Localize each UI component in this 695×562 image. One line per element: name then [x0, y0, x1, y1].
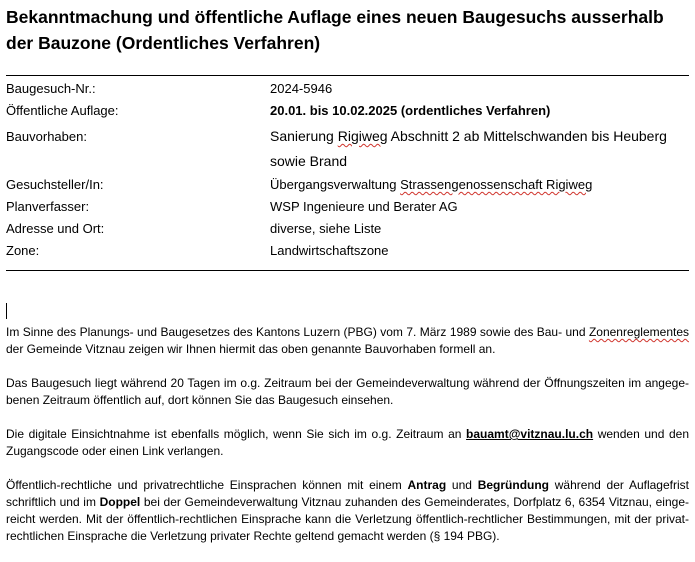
p4-antrag: Antrag — [407, 478, 447, 492]
p4-begruendung: Begründung — [477, 478, 550, 492]
p4-e: während der Auflagefrist schriftlich und im — [6, 478, 689, 509]
row-adresse — [6, 218, 689, 240]
spellcheck-mark: Strassengenossenschaft Rigiweg — [400, 177, 593, 192]
p4-doppel: Doppel — [99, 495, 141, 509]
paragraph-digital — [6, 426, 689, 460]
row-gesuchsteller — [6, 174, 689, 196]
p4-c: und — [446, 478, 478, 492]
bauvorhaben-post: Abschnitt 2 ab Mittelschwanden bis Heuberg sowie Brand — [270, 128, 667, 169]
value-baugesuch: 2024-5946 — [270, 81, 333, 96]
row-planverfasser — [6, 196, 689, 218]
details-table — [6, 75, 689, 271]
body-text — [6, 324, 689, 562]
label-gesuchsteller: Gesuchsteller/In: — [6, 177, 104, 192]
bauvorhaben-pre: Sanierung — [270, 128, 338, 144]
label-baugesuch: Baugesuch-Nr.: — [6, 81, 96, 96]
row-auflage — [6, 100, 689, 122]
paragraph-auflage: Das Baugesuch liegt während 20 Tagen im o.g. Zeitraum bei der Gemeindeverwaltung während der Öffnungszeiten im angegebenen Zeitraum öffentlich auf, dort können Sie das Baugesuch einsehen. — [6, 376, 689, 407]
row-zone — [6, 240, 689, 262]
value-adresse: diverse, siehe Liste — [270, 221, 382, 236]
p4-g: bei der Gemeindeverwaltung Vitznau zuhanden des Gemeinderates, Dorfplatz 6, 6354 Vitznau, eingereicht werden. Mit der öffentlich-rechtlichen Einsprache kann die Verletzung öffentlich-rechtlicher Bestimmungen, mit der privatrechtlichen Einsprache die Verletzung privater Rechte geltend gemacht werden (§ 194 PBG). — [6, 495, 689, 543]
p3-pre: Die digitale Einsichtnahme ist ebenfalls möglich, wenn Sie sich im o.g. Zeitraum an — [6, 427, 467, 441]
paragraph-einsprachen — [6, 477, 689, 545]
row-bauvorhaben — [6, 124, 689, 174]
p3-post: wenden und den Zugangscode oder einen Link verlangen. — [6, 427, 689, 458]
gesuchsteller-pre: Übergangsverwaltung — [270, 177, 401, 192]
value-planverfasser: WSP Ingenieure und Berater AG — [270, 199, 458, 214]
row-baugesuch — [6, 78, 689, 100]
paragraph-intro — [6, 324, 689, 358]
value-auflage: 20.01. bis 10.02.2025 (ordentliches Verfahren) — [270, 103, 551, 118]
label-zone: Zone: — [6, 243, 40, 258]
spellcheck-mark: Rigiweg — [337, 128, 388, 144]
p4-a: Öffentlich-rechtliche und privatrechtliche Einsprachen können mit einem — [6, 478, 408, 492]
value-gesuchsteller — [270, 174, 689, 196]
text-cursor — [6, 303, 7, 319]
p1-pre: Im Sinne des Planungs- und Baugesetzes des Kantons Luzern (PBG) vom 7. März 1989 sowie des Bau- und — [6, 325, 589, 339]
spellcheck-mark: Zonenreglementes — [588, 325, 689, 339]
label-bauvorhaben: Bauvorhaben: — [6, 129, 87, 144]
page-title: Bekanntmachung und öffentliche Auflage eines neuen Baugesuchs ausserhalb der Bauzone (Ordentliches Verfahren) — [6, 7, 664, 53]
label-adresse: Adresse und Ort: — [6, 221, 105, 236]
email-link[interactable]: bauamt@vitznau.lu.ch — [466, 427, 594, 441]
value-bauvorhaben — [270, 124, 689, 174]
label-auflage: Öffentliche Auflage: — [6, 103, 119, 118]
p1-post: der Gemeinde Vitznau zeigen wir Ihnen hiermit das oben genannte Bauvorhaben formell an. — [6, 342, 496, 356]
label-planverfasser: Planverfasser: — [6, 199, 90, 214]
value-zone: Landwirtschaftszone — [270, 243, 389, 258]
